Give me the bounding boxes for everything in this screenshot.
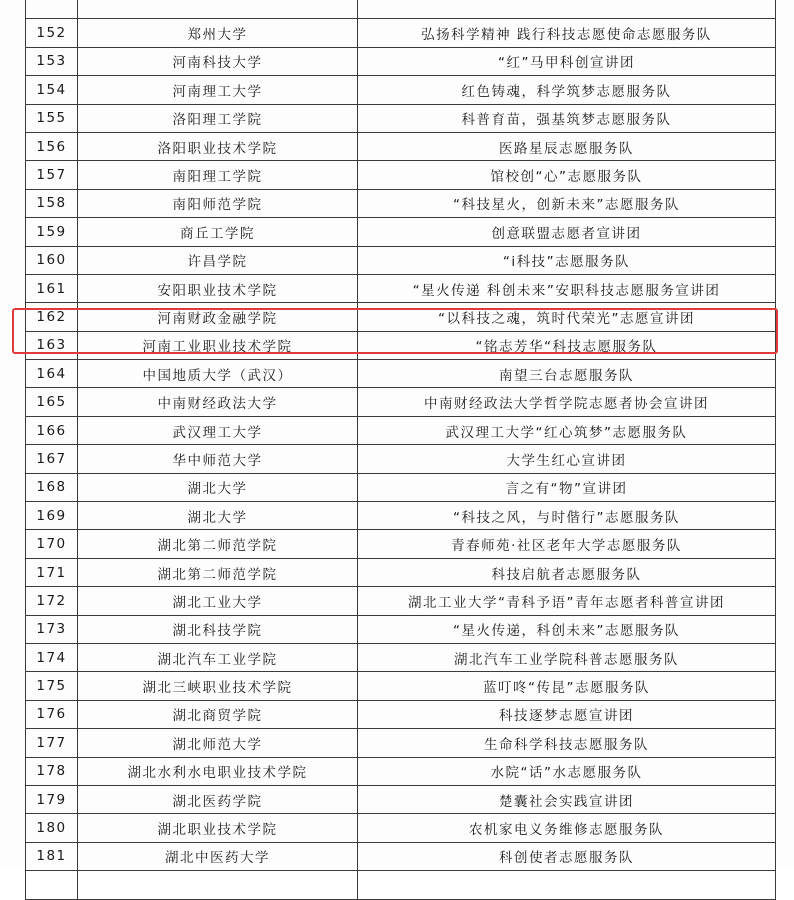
table-row	[26, 871, 776, 899]
team-name-cell: 青春师苑·社区老年大学志愿服务队	[358, 530, 776, 558]
row-number-cell: 154	[26, 76, 78, 104]
row-number-cell: 179	[26, 785, 78, 813]
school-name-cell: 湖北工业大学	[78, 587, 358, 615]
row-number-cell: 155	[26, 104, 78, 132]
table-row	[26, 189, 776, 217]
school-name-cell: 河南财政金融学院	[78, 303, 358, 331]
school-name-cell: 河南科技大学	[78, 47, 358, 75]
row-number-cell: 163	[26, 331, 78, 359]
team-name-cell: 创意联盟志愿者宣讲团	[358, 218, 776, 246]
table-row	[26, 615, 776, 643]
row-number-cell: 173	[26, 615, 78, 643]
team-name-cell: “铭志芳华“科技志愿服务队	[358, 331, 776, 359]
row-number-cell: 176	[26, 700, 78, 728]
row-number-cell: 178	[26, 757, 78, 785]
team-name-cell	[358, 871, 776, 899]
school-name-cell: 中国地质大学（武汉）	[78, 360, 358, 388]
school-name-cell: 安阳职业技术学院	[78, 274, 358, 302]
team-name-cell: 医路星辰志愿服务队	[358, 132, 776, 160]
school-name-cell: 中南财经政法大学	[78, 388, 358, 416]
team-name-cell: “科技星火，创新未来”志愿服务队	[358, 189, 776, 217]
school-name-cell: 武汉理工大学	[78, 416, 358, 444]
school-name-cell: 洛阳理工学院	[78, 104, 358, 132]
team-name-cell: 馆校创“心”志愿服务队	[358, 161, 776, 189]
row-number-cell	[26, 0, 78, 19]
school-name-cell: 湖北商贸学院	[78, 700, 358, 728]
row-number-cell: 153	[26, 47, 78, 75]
team-name-cell: 水院“话”水志愿服务队	[358, 757, 776, 785]
team-name-cell: “星火传递 科创未来”安职科技志愿服务宣讲团	[358, 274, 776, 302]
row-number-cell: 159	[26, 218, 78, 246]
table-row	[26, 388, 776, 416]
table-row	[26, 76, 776, 104]
table-row	[26, 132, 776, 160]
row-number-cell: 168	[26, 473, 78, 501]
school-name-cell: 商丘工学院	[78, 218, 358, 246]
row-number-cell: 174	[26, 643, 78, 671]
row-number-cell: 166	[26, 416, 78, 444]
school-name-cell	[78, 871, 358, 899]
row-number-cell: 169	[26, 502, 78, 530]
table-row	[26, 19, 776, 47]
school-name-cell: 许昌学院	[78, 246, 358, 274]
team-name-cell: 蓝叮咚“传昆”志愿服务队	[358, 672, 776, 700]
team-name-cell: 楚囊社会实践宣讲团	[358, 785, 776, 813]
volunteer-team-table	[25, 0, 776, 900]
school-name-cell: 湖北第二师范学院	[78, 530, 358, 558]
table-row	[26, 502, 776, 530]
row-number-cell: 162	[26, 303, 78, 331]
table-row	[26, 416, 776, 444]
team-name-cell: 言之有“物”宣讲团	[358, 473, 776, 501]
team-name-cell: 湖北工业大学“青科予语”青年志愿者科普宣讲团	[358, 587, 776, 615]
row-number-cell: 180	[26, 814, 78, 842]
team-name-cell	[358, 0, 776, 19]
table-row	[26, 842, 776, 870]
table-row	[26, 0, 776, 19]
table-row	[26, 47, 776, 75]
row-number-cell: 172	[26, 587, 78, 615]
table-row	[26, 587, 776, 615]
team-name-cell: 科技启航者志愿服务队	[358, 558, 776, 586]
team-name-cell: 红色铸魂，科学筑梦志愿服务队	[358, 76, 776, 104]
team-name-cell: 生命科学科技志愿服务队	[358, 729, 776, 757]
row-number-cell: 160	[26, 246, 78, 274]
team-name-cell: 农机家电义务维修志愿服务队	[358, 814, 776, 842]
team-name-cell: 科普育苗，强基筑梦志愿服务队	[358, 104, 776, 132]
table-row	[26, 672, 776, 700]
school-name-cell: 湖北汽车工业学院	[78, 643, 358, 671]
team-name-cell: 科创使者志愿服务队	[358, 842, 776, 870]
row-number-cell: 152	[26, 19, 78, 47]
team-name-cell: “红”马甲科创宣讲团	[358, 47, 776, 75]
school-name-cell: 湖北职业技术学院	[78, 814, 358, 842]
school-name-cell: 湖北中医药大学	[78, 842, 358, 870]
school-name-cell: 湖北科技学院	[78, 615, 358, 643]
school-name-cell	[78, 0, 358, 19]
team-name-cell: “星火传递，科创未来”志愿服务队	[358, 615, 776, 643]
table-row	[26, 757, 776, 785]
row-number-cell: 170	[26, 530, 78, 558]
row-number-cell: 175	[26, 672, 78, 700]
table-row	[26, 246, 776, 274]
table-row	[26, 274, 776, 302]
team-name-cell: “以科技之魂，筑时代荣光”志愿宣讲团	[358, 303, 776, 331]
team-name-cell: 弘扬科学精神 践行科技志愿使命志愿服务队	[358, 19, 776, 47]
team-name-cell: 中南财经政法大学哲学院志愿者协会宣讲团	[358, 388, 776, 416]
school-name-cell: 湖北师范大学	[78, 729, 358, 757]
row-number-cell: 171	[26, 558, 78, 586]
table-body	[26, 0, 776, 899]
school-name-cell: 湖北大学	[78, 502, 358, 530]
table-row	[26, 303, 776, 331]
table-row	[26, 729, 776, 757]
school-name-cell: 南阳理工学院	[78, 161, 358, 189]
table-row	[26, 643, 776, 671]
team-name-cell: “科技之风，与时偕行”志愿服务队	[358, 502, 776, 530]
table-row	[26, 104, 776, 132]
team-name-cell: “i科技”志愿服务队	[358, 246, 776, 274]
table-row	[26, 218, 776, 246]
school-name-cell: 湖北水利水电职业技术学院	[78, 757, 358, 785]
row-number-cell: 158	[26, 189, 78, 217]
school-name-cell: 湖北大学	[78, 473, 358, 501]
table-row	[26, 161, 776, 189]
school-name-cell: 湖北第二师范学院	[78, 558, 358, 586]
team-name-cell: 南望三台志愿服务队	[358, 360, 776, 388]
row-number-cell: 156	[26, 132, 78, 160]
team-name-cell: 大学生红心宣讲团	[358, 445, 776, 473]
school-name-cell: 河南工业职业技术学院	[78, 331, 358, 359]
table-row	[26, 473, 776, 501]
row-number-cell: 165	[26, 388, 78, 416]
school-name-cell: 湖北医药学院	[78, 785, 358, 813]
row-number-cell	[26, 871, 78, 899]
table-row	[26, 558, 776, 586]
school-name-cell: 南阳师范学院	[78, 189, 358, 217]
row-number-cell: 161	[26, 274, 78, 302]
table-row	[26, 360, 776, 388]
school-name-cell: 洛阳职业技术学院	[78, 132, 358, 160]
table-row	[26, 331, 776, 359]
team-name-cell: 科技逐梦志愿宣讲团	[358, 700, 776, 728]
school-name-cell: 郑州大学	[78, 19, 358, 47]
school-name-cell: 湖北三峡职业技术学院	[78, 672, 358, 700]
team-name-cell: 武汉理工大学“红心筑梦”志愿服务队	[358, 416, 776, 444]
table-row	[26, 814, 776, 842]
table-row	[26, 445, 776, 473]
row-number-cell: 157	[26, 161, 78, 189]
table-row	[26, 700, 776, 728]
row-number-cell: 164	[26, 360, 78, 388]
table-row	[26, 785, 776, 813]
row-number-cell: 181	[26, 842, 78, 870]
table-row	[26, 530, 776, 558]
row-number-cell: 167	[26, 445, 78, 473]
school-name-cell: 华中师范大学	[78, 445, 358, 473]
team-name-cell: 湖北汽车工业学院科普志愿服务队	[358, 643, 776, 671]
row-number-cell: 177	[26, 729, 78, 757]
school-name-cell: 河南理工大学	[78, 76, 358, 104]
